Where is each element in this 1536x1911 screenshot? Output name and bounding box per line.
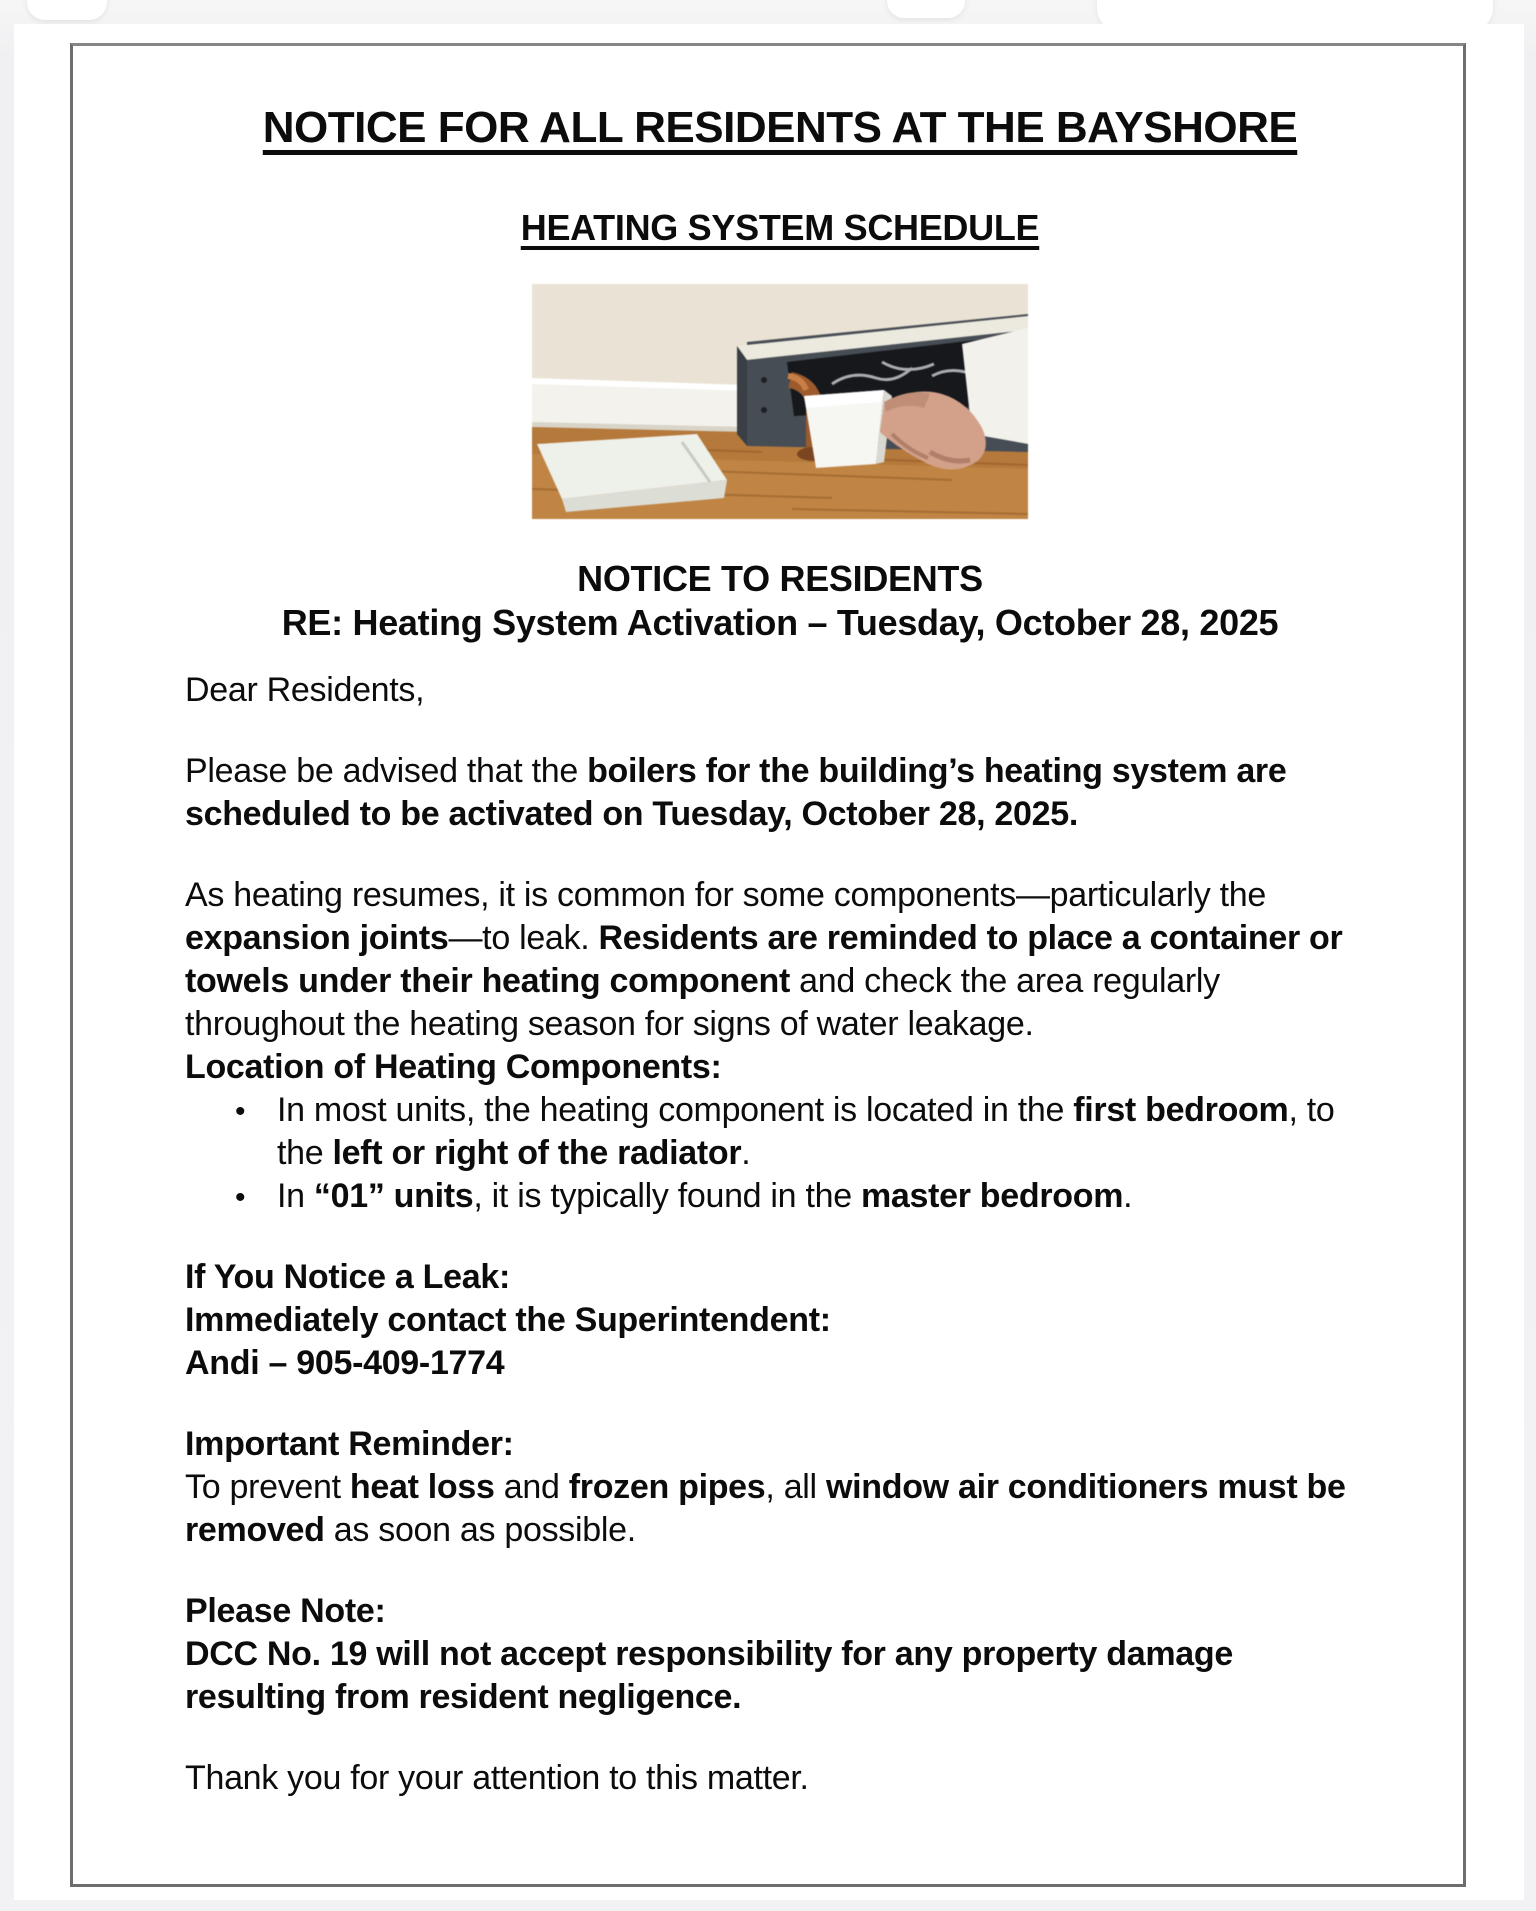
greeting: Dear Residents, (185, 671, 425, 709)
top-middle-cutoff-button[interactable] (887, 0, 965, 18)
heating-unit-photo (532, 284, 1028, 519)
notice-header-block (185, 557, 1375, 645)
location-bullet-list (185, 1089, 1375, 1218)
heating-unit-photo-graphic (532, 284, 1028, 519)
page-border-frame (70, 43, 1466, 1887)
note-heading: Please Note: (185, 1592, 386, 1630)
leak-contact-block (185, 1256, 1375, 1385)
document-title: NOTICE FOR ALL RESIDENTS AT THE BAYSHORE (262, 103, 1298, 152)
notice-subject-line: RE: Heating System Activation – Tuesday, October 28, 2025 (281, 602, 1279, 643)
superintendent-phone: Andi – 905-409-1774 (185, 1344, 505, 1382)
bullet-01-units: • In “01” units, it is typically found in the master bedroom. (185, 1175, 1375, 1218)
leak-heading: If You Notice a Leak: (185, 1258, 510, 1296)
top-left-cutoff-button[interactable] (27, 0, 107, 20)
closing-line: Thank you for your attention to this matter. (185, 1759, 809, 1797)
location-heading: Location of Heating Components: (185, 1048, 722, 1086)
paragraph-activation: Please be advised that the boilers for the building’s heating system are scheduled to be activated on Tuesday, October 28, 2025. (185, 752, 1287, 833)
notice-heading: NOTICE TO RESIDENTS (577, 558, 983, 599)
bullet-most-units: • In most units, the heating component is located in the first bedroom, to the left or right of the radiator. (185, 1089, 1375, 1175)
note-paragraph: DCC No. 19 will not accept responsibility for any property damage resulting from resident negligence. (185, 1635, 1233, 1716)
please-note-block (185, 1590, 1375, 1719)
document-page (14, 24, 1524, 1900)
leak-contact-instruction: Immediately contact the Superintendent: (185, 1301, 831, 1339)
document-subtitle: HEATING SYSTEM SCHEDULE (520, 207, 1040, 248)
reminder-paragraph: To prevent heat loss and frozen pipes, all window air conditioners must be removed as soon as possible. (185, 1468, 1346, 1549)
paragraph-leak-warning: As heating resumes, it is common for some components—particularly the expansion joints—to leak. Residents are reminded to place a container or towels under their heating component and check the area regularly throughout the heating season for signs of water leakage. (185, 876, 1343, 1043)
reminder-heading: Important Reminder: (185, 1425, 514, 1463)
reminder-block (185, 1423, 1375, 1552)
